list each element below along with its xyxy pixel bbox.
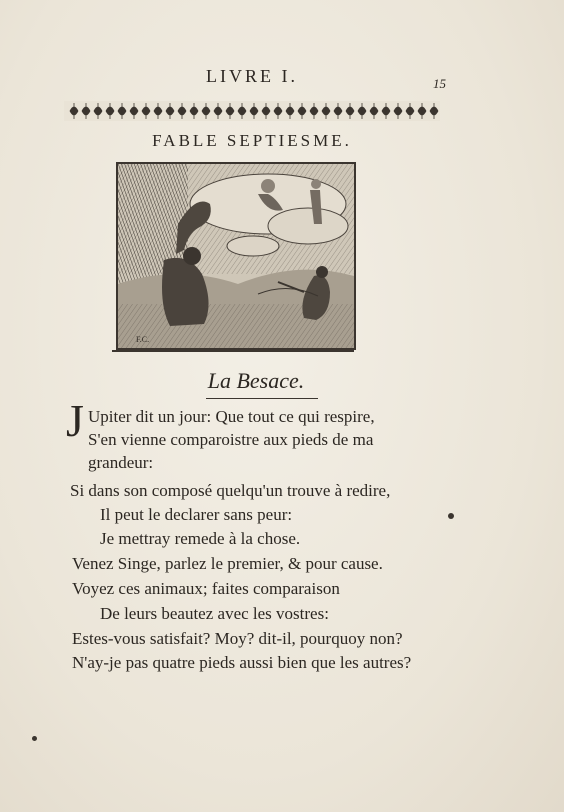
verse-line: Estes-vous satisfait? Moy? dit-il, pourquoy non? (72, 629, 403, 648)
poem-title: La Besace. (207, 368, 305, 393)
ornament-band-icon (64, 101, 440, 121)
page-number: 15 (433, 76, 446, 91)
verse-line: Upiter dit un jour: Que tout ce qui respire, (88, 407, 375, 426)
verse-line: Il peut le declarer sans peur: (100, 505, 293, 524)
drop-cap: J (66, 395, 84, 446)
engraver-signature: F.C. (136, 335, 150, 344)
plate-rule (112, 350, 354, 352)
fable-heading: FABLE SEPTIESME. (152, 131, 352, 150)
ink-spot (448, 513, 454, 519)
verse-line: Venez Singe, parlez le premier, & pour cause. (72, 554, 383, 573)
running-head-title: LIVRE I. (206, 66, 298, 86)
verse-line: Voyez ces animaux; faites comparaison (72, 579, 340, 598)
title-underline (206, 398, 318, 399)
ornamental-band (64, 101, 440, 121)
engraving-illustration (116, 162, 356, 350)
verse-line: grandeur: (88, 453, 154, 472)
verse-line: S'en vienne comparoistre aux pieds de ma (88, 430, 374, 449)
ink-spot (32, 736, 37, 741)
engraving-scene-icon (118, 164, 354, 348)
verse-line: N'ay-je pas quatre pieds aussi bien que les autres? (72, 653, 412, 672)
verse-line: Je mettray remede à la chose. (100, 529, 301, 548)
running-head (0, 66, 564, 90)
verse-line: Si dans son composé quelqu'un trouve à redire, (70, 481, 391, 500)
verse-line: De leurs beautez avec les vostres: (100, 604, 329, 623)
